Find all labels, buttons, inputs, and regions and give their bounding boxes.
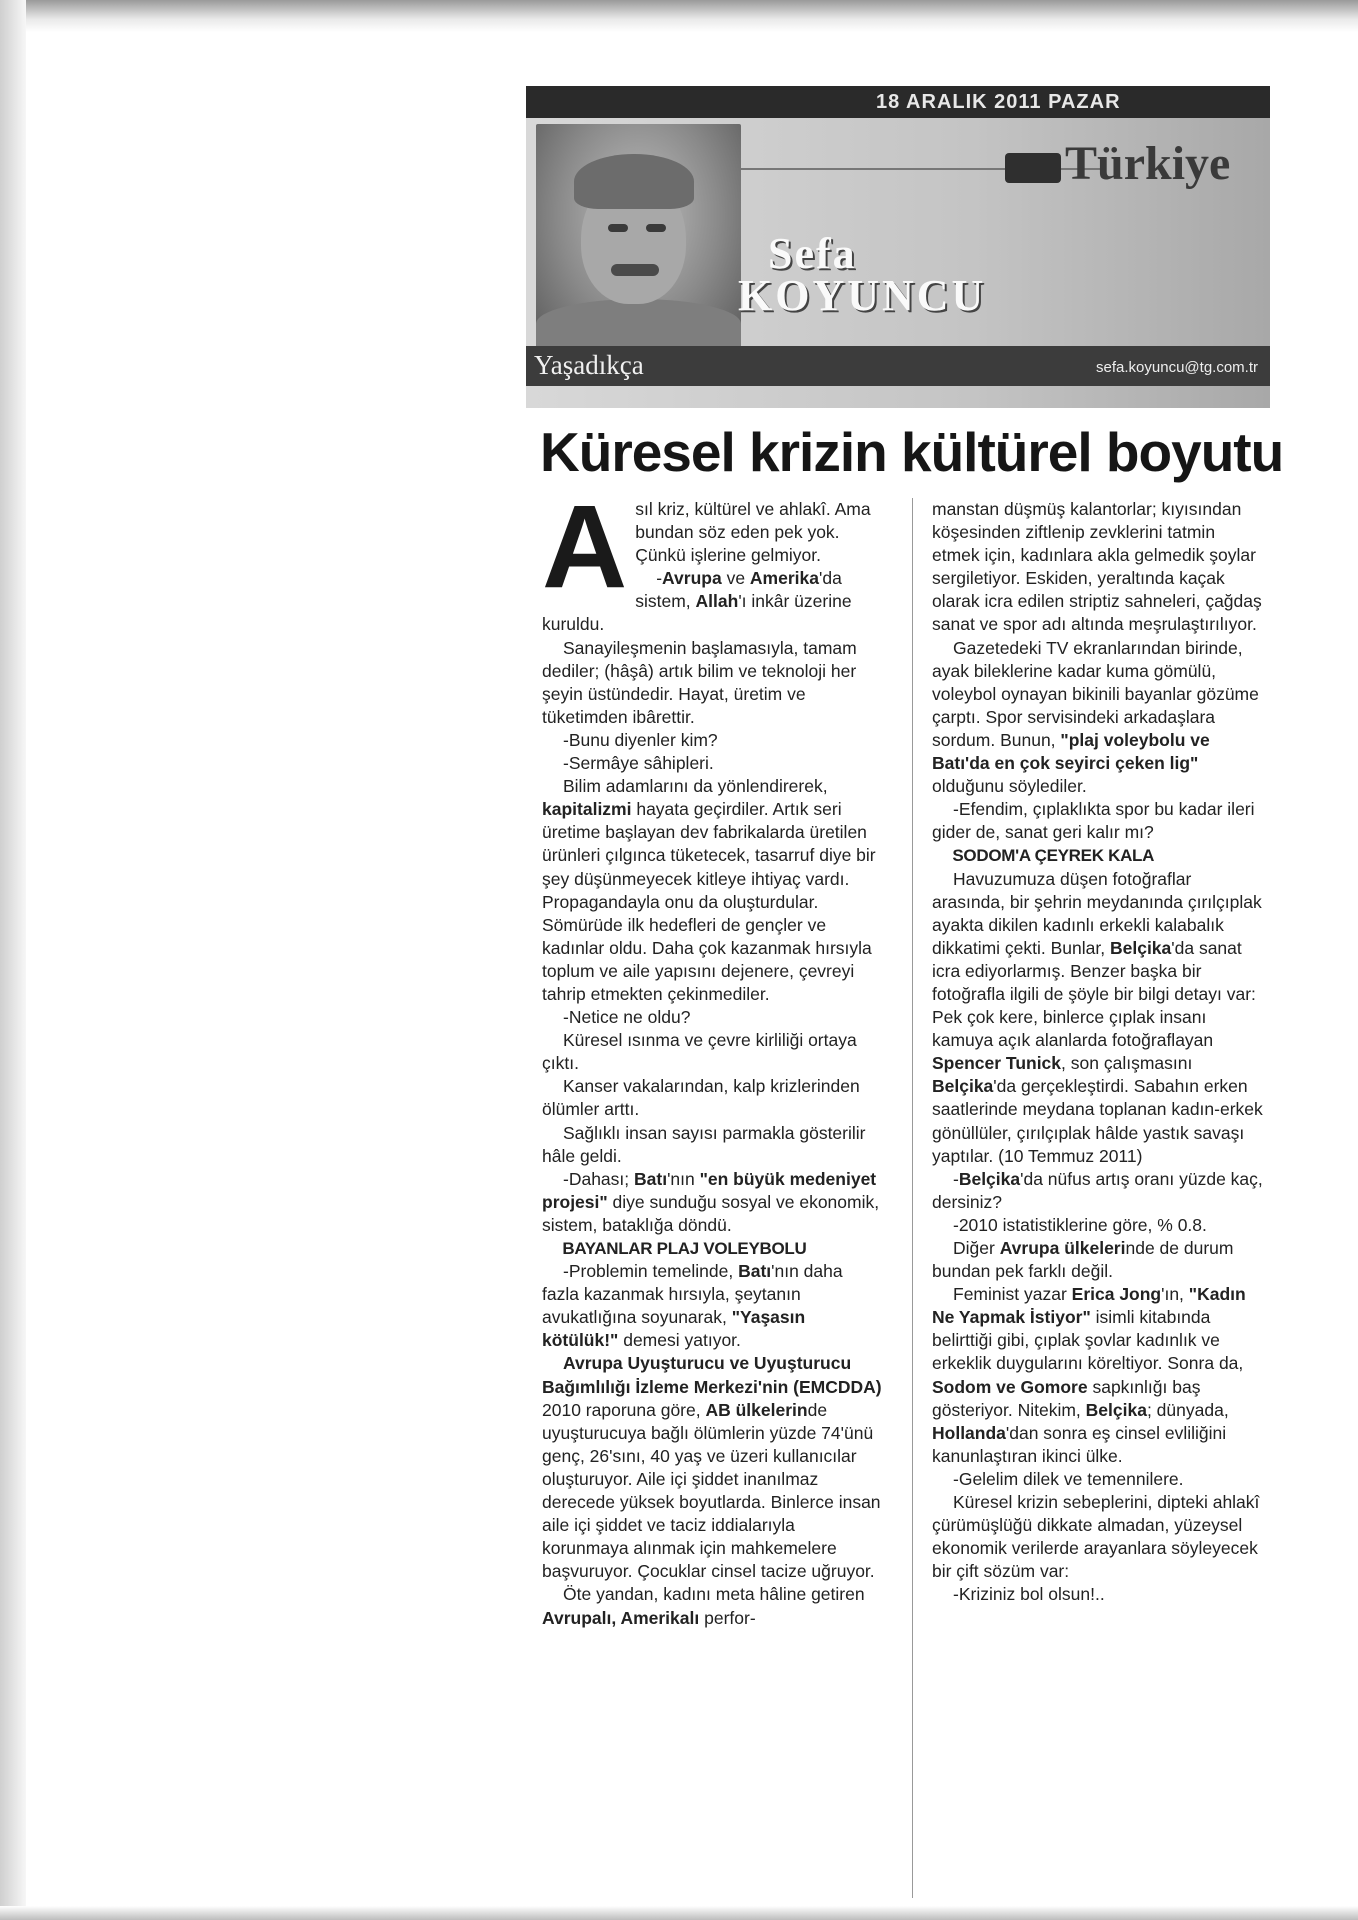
- author-photo: [536, 124, 741, 349]
- paragraph: Diğer Avrupa ülkelerinde de durum bundan pek farklı değil.: [932, 1238, 1234, 1282]
- paragraph: Küresel ısınma ve çevre kirliliği ortaya çıktı.: [542, 1030, 857, 1074]
- paragraph: Öte yandan, kadını meta hâline getiren Avrupalı, Amerikalı perfor-: [542, 1584, 865, 1628]
- article-column-2: [932, 498, 1266, 1607]
- paragraph: Gazetedeki TV ekranlarından birinde, ayak bileklerine kadar kuma gömülü, voleybol oynayan bikinili bayanlar gözüme çarptı. Spor servisindeki arkadaşlara sordum. Bunun, "plaj voleybolu ve Batı'da en çok seyirci çeken lig" olduğunu söylediler.: [932, 637, 1259, 797]
- paragraph: Sağlıklı insan sayısı parmakla gösterilir hâle geldi.: [542, 1122, 866, 1166]
- photo-shoulders: [536, 299, 741, 349]
- paragraph: -Kriziniz bol olsun!..: [953, 1584, 1105, 1605]
- column-divider: [912, 498, 913, 1898]
- paragraph: -2010 istatistiklerine göre, % 0.8.: [953, 1214, 1207, 1235]
- issue-date: 18 ARALIK 2011 PAZAR: [876, 91, 1121, 113]
- section-name: Yaşadıkça: [534, 350, 644, 380]
- subheading: SODOM'A ÇEYREK KALA: [952, 846, 1155, 866]
- scan-edge-left: [0, 0, 26, 1920]
- paragraph: Havuzumuza düşen fotoğraflar arasında, bir şehrin meydanında çırılçıplak ayakta dikilen kadınlı erkekli kalabalık dikkatimi çekti. Bunlar, Belçika'da sanat icra ediyorlarmış. Benzer başka bir fotoğrafla ilgili de şöyle bir bilgi detayı var: Pek çok kere, binlerce çıplak insanı kamuya açık alanlarda fotoğraflayan Spencer Tunick, son çalışmasını Belçika'da gerçekleştirdi. Sabahın erken saatlerinde meydana toplanan kadın-erkek gönüllüler, çırılçıplak hâlde yastık savaşı yaptılar. (10 Temmuz 2011): [932, 868, 1263, 1166]
- paragraph: -Bunu diyenler kim?: [563, 729, 718, 750]
- photo-hair: [574, 154, 694, 209]
- paragraph: Küresel krizin sebeplerini, dipteki ahlakî çürümüşlüğü dikkate almadan, yüzeysel ekonomik verilerde arayanlara söyleyecek bir çift sözüm var:: [932, 1492, 1260, 1582]
- paragraph: -Dahası; Batı'nın "en büyük medeniyet projesi" diye sunduğu sosyal ve ekonomik, sistem, bataklığa döndü.: [542, 1168, 880, 1235]
- photo-eye-left: [608, 224, 628, 232]
- paragraph: Sanayileşmenin başlamasıyla, tamam dediler; (hâşâ) artık bilim ve teknoloji her şeyin üstündedir. Hayat, üretim ve tüketimden ibârettir.: [542, 637, 857, 727]
- photo-eye-right: [646, 224, 666, 232]
- article-column-1: [542, 481, 882, 1630]
- paragraph: -Avrupa ve Amerika'da sistem, Allah'ı inkâr üzerine kuruldu.: [542, 568, 852, 635]
- author-email: sefa.koyuncu@tg.com.tr: [1096, 359, 1258, 376]
- newspaper-logo-icon: [1005, 153, 1061, 183]
- paragraph: Avrupa Uyuşturucu ve Uyuşturucu Bağımlılığı İzleme Merkezi'nin (EMCDDA) 2010 raporuna göre, AB ülkelerinde uyuşturucuya bağlı ölümlerin yüzde 74'ünü genç, 26'sını, 40 yaş ve üzeri kullanıcılar oluşturuyor. Aile içi şiddet inanılmaz derecede yüksek boyutlarda. Binlerce insan aile içi şiddet ve taciz iddialarıyla korunmaya alınmak için mahkemelere başvuruyor. Çocuklar cinsel tacize uğruyor.: [542, 1353, 882, 1582]
- paragraph: -Gelelim dilek ve temennilere.: [953, 1468, 1184, 1489]
- masthead-title: Türkiye: [1065, 137, 1231, 190]
- paragraph: -Belçika'da nüfus artış oranı yüzde kaç, dersiniz?: [932, 1168, 1263, 1212]
- paragraph: Asıl kriz, kültürel ve ahlakî. Ama bundan söz eden pek yok. Çünkü işlerine gelmiyor.: [542, 481, 871, 613]
- paragraph: -Netice ne oldu?: [563, 1007, 691, 1028]
- author-first-name: Sefa: [768, 229, 857, 278]
- scan-edge-top: [0, 0, 1358, 32]
- paragraph: Bilim adamlarını da yönlendirerek, kapitalizmi hayata geçirdiler. Artık seri üretime başlayan dev fabrikalarda üretilen ürünleri çılgınca tüketecek, tasarruf diye bir şey düşünmeyecek kitleye ihtiyaç vardı. Propagandayla onu da oluşturdular. Sömürüde ilk hedefleri de gençler ve kadınlar oldu. Daha çok kazanmak hırsıyla toplum ve aile yapısını dejenere, çevreyi tahrip etmekten çekinmediler.: [542, 776, 876, 1004]
- photo-mustache: [611, 264, 659, 276]
- scan-edge-bottom: [0, 1906, 1358, 1920]
- paragraph: manstan düşmüş kalantorlar; kıyısından köşesinden ziftlenip zevklerini tatmin etmek için, kadınlara akla gelmedik şoylar sergiletiyor. Eskiden, yeraltında kaçak olarak icra edilen striptiz sahneleri, çağdaş sanat ve spor adı altında meşrulaştırılıyor.: [932, 499, 1262, 635]
- date-bar: [526, 86, 1270, 118]
- newspaper-clipping: [520, 78, 1284, 1908]
- drop-cap: A: [542, 481, 628, 613]
- paragraph: -Sermâye sâhipleri.: [563, 753, 714, 774]
- paragraph: Feminist yazar Erica Jong'ın, "Kadın Ne Yapmak İstiyor" isimli kitabında belirttiği gibi, çıplak şovlar kadınlık ve erkeklik duygularını köreltiyor. Sonra da, Sodom ve Gomore sapkınlığı baş gösteriyor. Nitekim, Belçika; dünyada, Hollanda'dan sonra eş cinsel evliliğini kanunlaştıran ikinci ülke.: [932, 1284, 1246, 1466]
- article-headline: Küresel krizin kültürel boyutu: [540, 421, 1284, 483]
- paragraph: -Problemin temelinde, Batı'nın daha fazla kazanmak hırsıyla, şeytanın avukatlığına soyunarak, "Yaşasın kötülük!" demesi yatıyor.: [542, 1261, 843, 1351]
- paragraph: -Efendim, çıplaklıkta spor bu kadar ileri gider de, sanat geri kalır mı?: [932, 799, 1255, 843]
- author-last-name: KOYUNCU: [738, 271, 987, 320]
- masthead: [1005, 136, 1230, 191]
- subheading: BAYANLAR PLAJ VOLEYBOLU: [562, 1239, 807, 1258]
- paragraph: Kanser vakalarından, kalp krizlerinden ölümler arttı.: [542, 1076, 860, 1120]
